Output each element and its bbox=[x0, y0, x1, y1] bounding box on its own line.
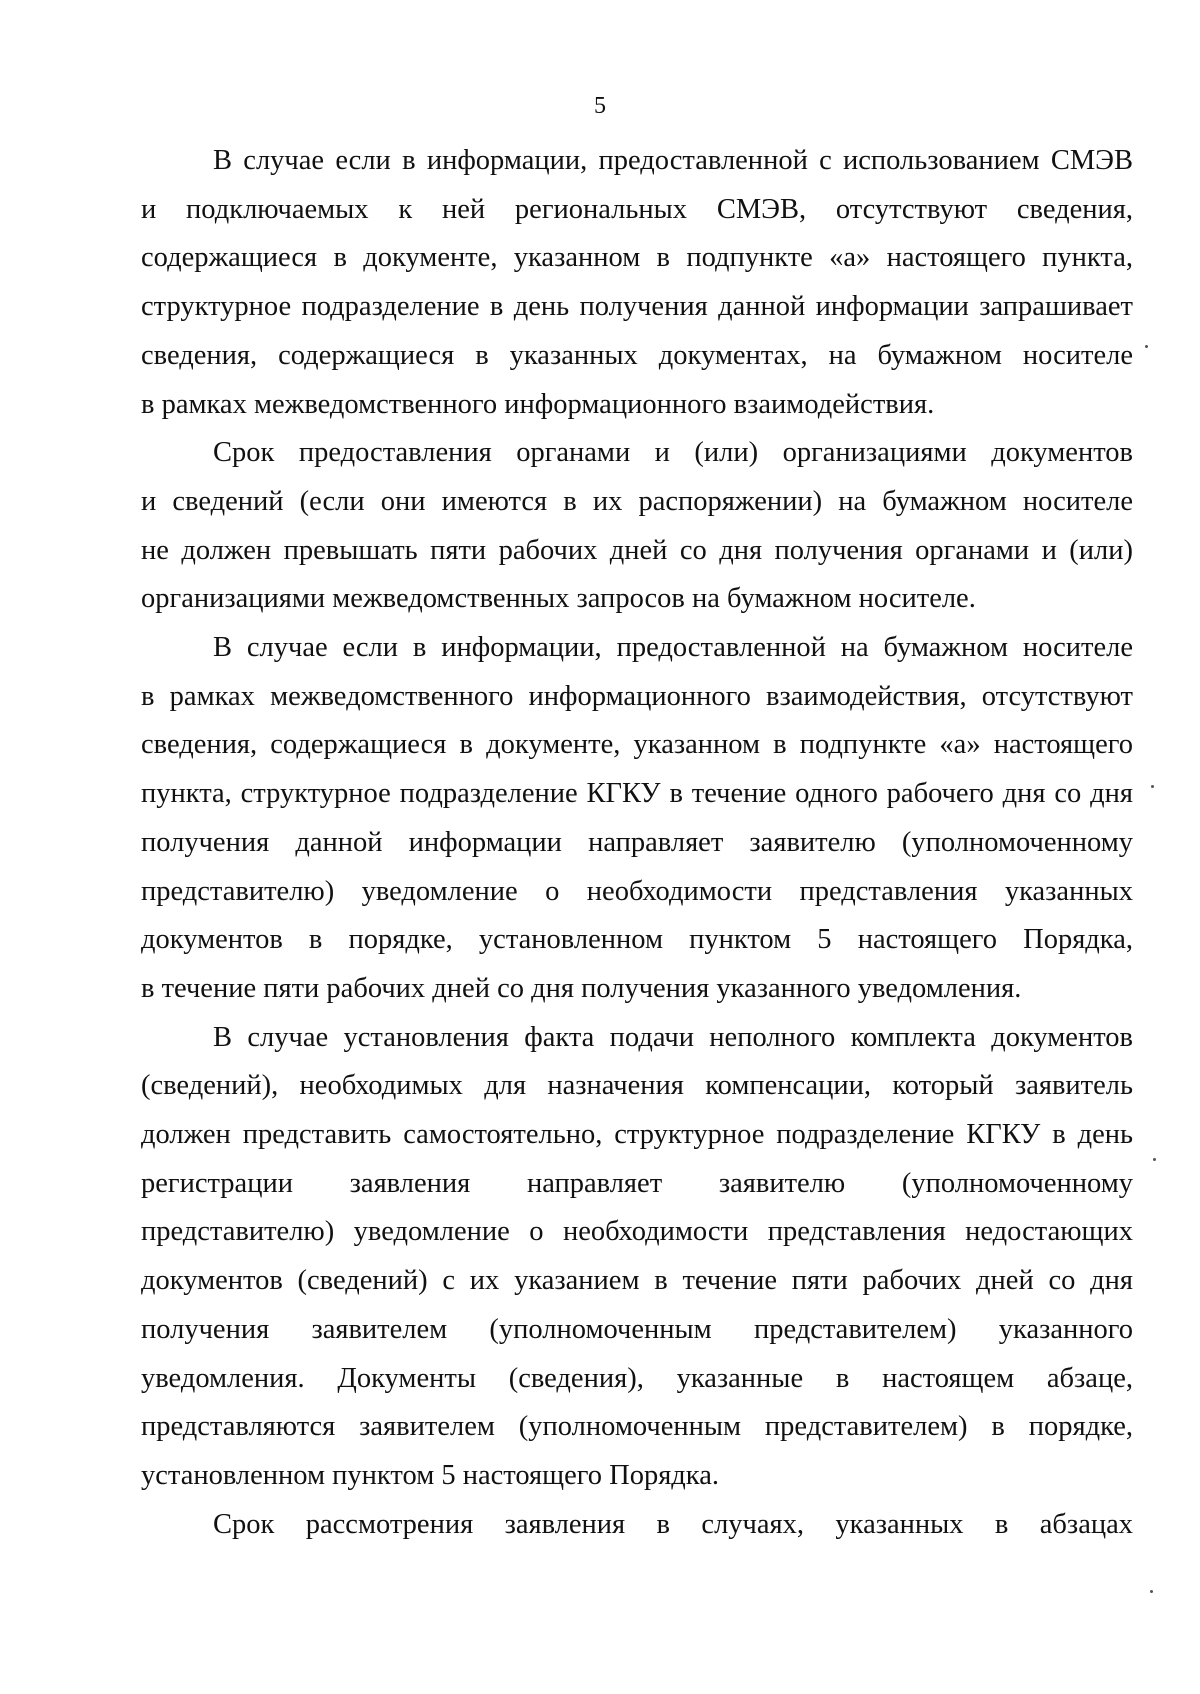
text-line: В случае если в информации, предоставленной на бумажном носителе bbox=[213, 632, 1133, 664]
text-line: сведения, содержащиеся в указанных документах, на бумажном носителе bbox=[141, 339, 1133, 371]
text-line: структурное подразделение в день получения данной информации запрашивает bbox=[141, 291, 1133, 323]
text-line: в рамках межведомственного информационного взаимодействия. bbox=[141, 388, 935, 420]
text-line: не должен превышать пяти рабочих дней со дня получения органами и (или) bbox=[141, 534, 1133, 566]
document-body bbox=[141, 137, 1133, 1549]
text-line: получения данной информации направляет заявителю (уполномоченному bbox=[141, 826, 1133, 858]
text-line: представителю) уведомление о необходимости представления недостающих bbox=[141, 1216, 1133, 1248]
text-line: сведения, содержащиеся в документе, указанном в подпункте «а» настоящего bbox=[141, 729, 1133, 761]
text-line: документов (сведений) с их указанием в течение пяти рабочих дней со дня bbox=[141, 1265, 1133, 1297]
text-line: В случае если в информации, предоставленной с использованием СМЭВ bbox=[213, 145, 1133, 176]
text-line: и сведений (если они имеются в их распоряжении) на бумажном носителе bbox=[141, 485, 1133, 517]
text-line: документов в порядке, установленном пунктом 5 настоящего Порядка, bbox=[141, 924, 1133, 956]
text-line: в течение пяти рабочих дней со дня получения указанного уведомления. bbox=[141, 972, 1022, 1004]
text-line: представителю) уведомление о необходимости представления указанных bbox=[141, 875, 1133, 907]
text-line: регистрации заявления направляет заявителю (уполномоченному bbox=[141, 1167, 1133, 1199]
text-line: (сведений), необходимых для назначения компенсации, который заявитель bbox=[141, 1070, 1133, 1102]
text-line: получения заявителем (уполномоченным представителем) указанного bbox=[141, 1313, 1133, 1345]
text-line: содержащиеся в документе, указанном в подпункте «а» настоящего пункта, bbox=[141, 242, 1133, 274]
paragraph-incomplete-documents bbox=[141, 1014, 1133, 1501]
text-line: установленном пунктом 5 настоящего Порядка. bbox=[141, 1459, 720, 1491]
paragraph-response-deadline bbox=[141, 429, 1133, 624]
paragraph-review-period bbox=[141, 1501, 1133, 1550]
paragraph-smev-missing-info bbox=[141, 137, 1133, 429]
scan-speck bbox=[1151, 785, 1154, 788]
paragraph-paper-missing-info bbox=[141, 624, 1133, 1014]
text-line: должен представить самостоятельно, структурное подразделение КГКУ в день bbox=[141, 1119, 1133, 1151]
text-line: Срок рассмотрения заявления в случаях, указанных в абзацах bbox=[213, 1508, 1133, 1540]
text-line: представляются заявителем (уполномоченным представителем) в порядке, bbox=[141, 1411, 1133, 1443]
text-line: уведомления. Документы (сведения), указанные в настоящем абзаце, bbox=[141, 1362, 1133, 1394]
text-line: организациями межведомственных запросов на бумажном носителе. bbox=[141, 583, 976, 615]
text-line: и подключаемых к ней региональных СМЭВ, отсутствуют сведения, bbox=[141, 193, 1133, 225]
scan-speck bbox=[1153, 1158, 1156, 1161]
text-line: Срок предоставления органами и (или) организациями документов bbox=[213, 437, 1133, 469]
text-line: в рамках межведомственного информационного взаимодействия, отсутствуют bbox=[141, 680, 1133, 712]
scan-speck bbox=[1145, 345, 1148, 348]
text-line: В случае установления факта подачи неполного комплекта документов bbox=[213, 1021, 1133, 1053]
page-number: 5 bbox=[594, 93, 606, 119]
text-line: пункта, структурное подразделение КГКУ в течение одного рабочего дня со дня bbox=[141, 778, 1133, 810]
scan-speck bbox=[1150, 1590, 1153, 1593]
